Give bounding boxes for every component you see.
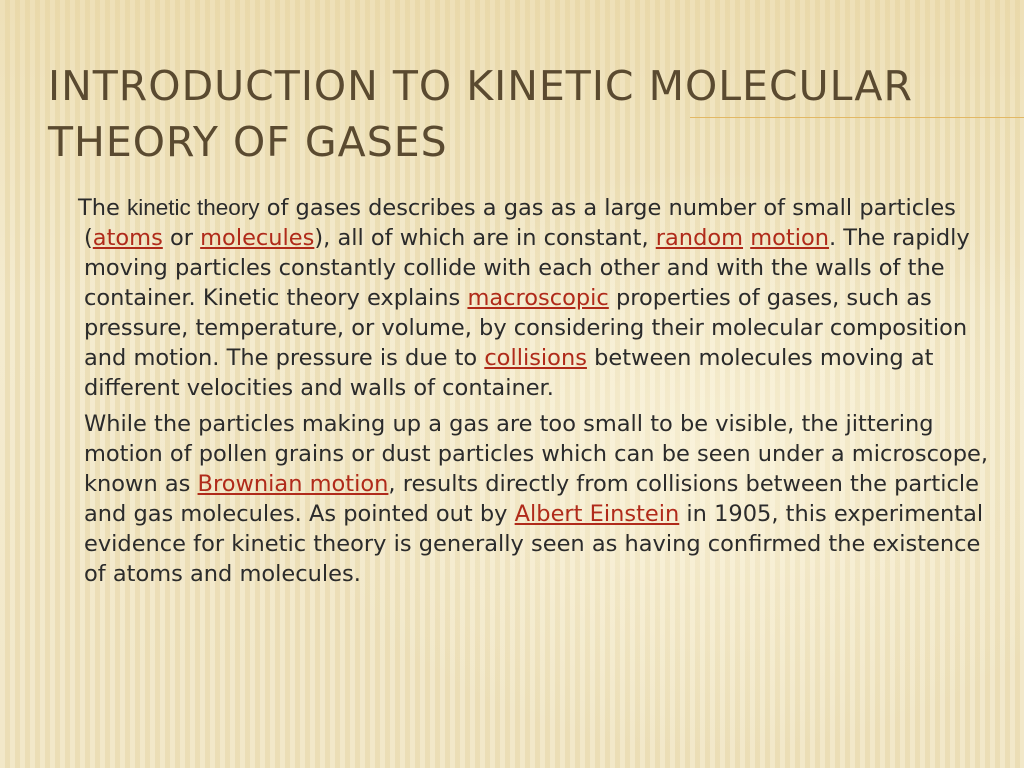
slide-body [60, 193, 1000, 595]
link-macroscopic[interactable]: macroscopic [467, 285, 609, 311]
title-underline-rule [690, 117, 1024, 118]
text-run: or [162, 225, 201, 251]
text-run: between molecules moving at different velocities and walls of container. [84, 345, 934, 401]
text-run: The [78, 195, 127, 221]
text-run: , results directly from collisions between the particle and gas molecules. As pointed out by [84, 471, 979, 527]
link-random[interactable]: random [655, 225, 744, 251]
link-molecules[interactable]: molecules [200, 225, 315, 251]
link-brownian-motion[interactable]: Brownian motion [197, 471, 389, 497]
link-atoms[interactable]: atoms [92, 225, 163, 251]
text-run: of gases describes a gas as a large number of small particles ( [84, 195, 956, 251]
slide-title: INTRODUCTION TO KINETIC MOLECULAR THEORY OF GASES [48, 62, 913, 166]
link-albert-einstein[interactable]: Albert Einstein [514, 501, 680, 527]
paragraph-kinetic-theory [60, 193, 1000, 403]
link-motion[interactable]: motion [750, 225, 829, 251]
paragraph-brownian-motion [60, 409, 1000, 589]
text-run: While the particles making up a gas are too small to be visible, the jittering motion of pollen grains or dust particles which can be seen under a microscope, known as [84, 411, 988, 497]
text-run: ), all of which are in constant, [314, 225, 656, 251]
text-run: properties of gases, such as pressure, temperature, or volume, by considering their molecular composition and motion. The pressure is due to [84, 285, 968, 371]
term-kinetic-theory: kinetic theory [127, 195, 260, 220]
text-run: . The rapidly moving particles constantly collide with each other and with the walls of the container. Kinetic theory explains [84, 225, 970, 311]
link-collisions[interactable]: collisions [484, 345, 587, 371]
text-run: in 1905, this experimental evidence for kinetic theory is generally seen as having confirmed the existence of atoms and molecules. [84, 501, 984, 587]
